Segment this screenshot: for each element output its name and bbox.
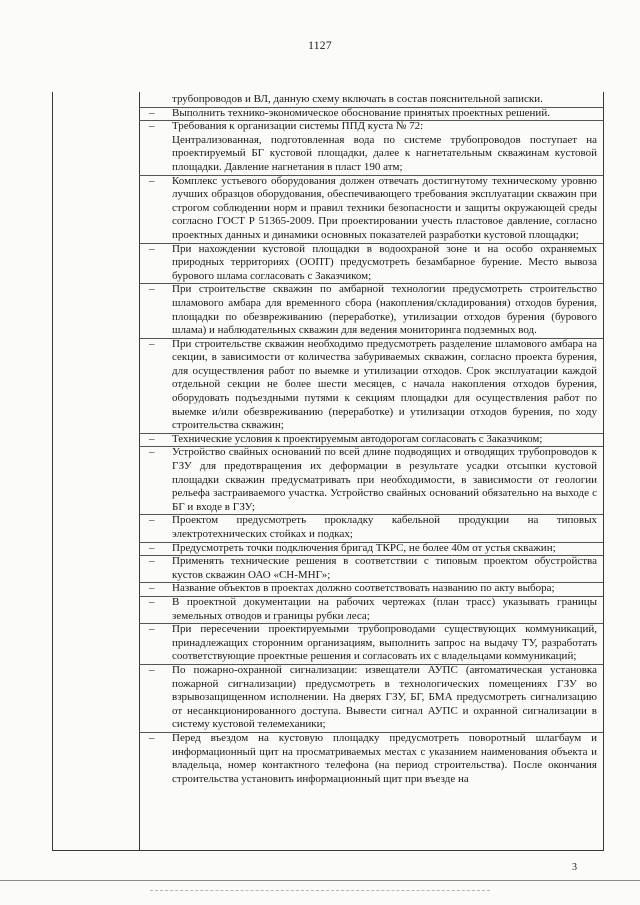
dash-marker: –: [149, 731, 155, 744]
dash-marker: –: [149, 623, 155, 636]
requirements-list: [145, 93, 597, 786]
row-separator: [139, 514, 603, 515]
dash-marker: –: [149, 595, 155, 608]
dash-marker: –: [149, 555, 155, 568]
list-item: [145, 283, 597, 337]
list-item: [145, 433, 597, 447]
row-separator: [139, 732, 603, 733]
list-item-text: При нахождении кустовой площадки в водоохраной зоне и на особо охраняемых природных территориях (ООПТ) предусмотреть безамбарное бурение. Место вывоза бурового шлама согласовать с Заказчиком;: [172, 242, 597, 282]
list-item: [145, 542, 597, 556]
row-separator: [139, 664, 603, 665]
list-item-text: Устройство свайных оснований по всей длине подводящих и отводящих трубопроводов к ГЗУ для предотвращения их деформации в результате усадки отсыпки кустовой площадки скважин предусматривать при необходимости, в зависимости от геологии рельефа застраиваемого участка. Устройство свайных оснований обязательно на выходе с БГ и входе в ГЗУ;: [172, 446, 597, 513]
list-item-text: При строительстве скважин необходимо предусмотреть разделение шламового амбара на секции, в зависимости от количества забуриваемых скважин, согласно проекта бурения, для осуществления работ по выемке и утилизации отходов. Срок эксплуатации каждой отдельной секции не более шести месяцев, с начала накопления отходов бурения, оборудовать подъездными путями к секциям площадки для осуществления работ по выемке и/или обезвреживанию (переработке) и утилизации отходов бурения, по ходу строительства скважин;: [172, 337, 597, 432]
dash-marker: –: [149, 514, 155, 527]
list-item-text: Название объектов в проектах должно соответствовать названию по акту выбора;: [172, 582, 555, 595]
list-item: [145, 107, 597, 121]
list-item: [145, 732, 597, 786]
row-separator: [139, 623, 603, 624]
row-separator: [139, 433, 603, 434]
list-item: [145, 623, 597, 664]
list-item: [145, 514, 597, 541]
row-separator: [139, 555, 603, 556]
list-item: [145, 338, 597, 433]
footer-rule: [0, 880, 640, 881]
dash-marker: –: [149, 106, 155, 119]
row-separator: [139, 446, 603, 447]
row-separator: [139, 243, 603, 244]
list-item: [145, 596, 597, 623]
list-item-text: Комплекс устьевого оборудования должен отвечать достигнутому техническому уровню лучших образцов оборудования, обеспечивающего требования эксплуатации скважин при строгом соблюдении норм и правил техники безопасности и защиты окружающей среды согласно ГОСТ Р 51365-2009. При проектировании учесть пластовое давление, согласно проектных данных и динамики основных показателей разработки кустовой площадки;: [172, 174, 597, 241]
list-item: [145, 120, 597, 134]
list-item-text: При пересечении проектируемыми трубопроводами существующих коммуникаций, принадлежащих сторонним организациям, выполнить запрос на выдачу ТУ, разработать соответствующие проектные решения и согласовать их с владельцами коммуникаций;: [172, 623, 597, 663]
list-item: [145, 93, 597, 107]
row-separator: [139, 283, 603, 284]
row-separator: [139, 596, 603, 597]
column-divider: [139, 92, 140, 850]
list-item: [145, 582, 597, 596]
dash-marker: –: [149, 283, 155, 296]
list-item-text: Требования к организации системы ППД куста № 72:: [172, 120, 424, 133]
dash-marker: –: [149, 337, 155, 350]
dash-marker: –: [149, 432, 155, 445]
list-item-text: При строительстве скважин по амбарной технологии предусмотреть строительство шламового амбара для временного сбора (накопления/складирования) отходов бурения, площадки по обезвреживанию (переработке), утилизации отходов бурения (бурового шлама) и наблюдательных скважин для ведения мониторинга подземных вод.: [172, 283, 597, 337]
list-item-text: Централизованная, подготовленная вода по системе трубопроводов поступает на проектируемый БГ кустовой площадки, далее к нагнетательным скважинам кустовой площадки. Давление нагнетания в пласт 190 атм;: [172, 133, 597, 173]
list-item-text: Выполнить технико-экономическое обоснование принятых проектных решений.: [172, 106, 550, 119]
list-item: [145, 664, 597, 732]
list-item-text: Предусмотреть точки подключения бригад ТКРС, не более 40м от устья скважин;: [172, 541, 556, 554]
dash-marker: –: [149, 446, 155, 459]
list-item: [145, 175, 597, 243]
dash-marker: –: [149, 541, 155, 554]
row-separator: [139, 120, 603, 121]
row-separator: [139, 582, 603, 583]
dash-marker: –: [149, 242, 155, 255]
row-separator: [139, 175, 603, 176]
row-separator: [139, 338, 603, 339]
list-item-text: В проектной документации на рабочих чертежах (план трасс) указывать границы земельных отводов и границы рубки леса;: [172, 595, 597, 622]
list-item: [145, 555, 597, 582]
list-item-text: Технические условия к проектируемым автодорогам согласовать с Заказчиком;: [172, 432, 543, 445]
list-item-text: Проектом предусмотреть прокладку кабельной продукции на типовых электротехнических стойках и подках;: [172, 514, 597, 540]
row-separator: [139, 107, 603, 108]
list-item: [145, 134, 597, 175]
dash-marker: –: [149, 174, 155, 187]
list-item-text: По пожарно-охранной сигнализации: извещатели АУПС (автоматическая установка пожарной сигнализации) предусмотреть в технологических помещениях ГЗУ во взрывозащищенном исполнении. На дверях ГЗУ, БГ, БМА предусмотреть сигнализацию от несанкционированного доступа. Вывести сигнал АУПС и охранной сигнализации в систему кустовой телемеханики;: [172, 663, 597, 731]
row-separator: [139, 542, 603, 543]
page-number-bottom: 3: [572, 862, 577, 873]
requirements-table: [52, 92, 604, 851]
dash-marker: –: [149, 120, 155, 133]
list-item-text: Перед въездом на кустовую площадку предусмотреть поворотный шлагбаум и информационный щит на просматриваемых местах с указанием наименования объекта и владельца, номер контактного телефона (на период строительства). После окончания строительства установить информационный щит при въезде на: [172, 731, 597, 785]
list-item-text: трубопроводов и ВЛ, данную схему включать в состав пояснительной записки.: [172, 93, 543, 105]
dash-marker: –: [149, 582, 155, 595]
dash-marker: –: [149, 663, 155, 676]
list-item: [145, 446, 597, 514]
page-number-top: 1127: [308, 40, 332, 52]
list-item-text: Применять технические решения в соответствии с типовым проектом обустройства кустов скважин ОАО «СН-МНГ»;: [172, 555, 597, 581]
footer-rule-dashed: [150, 890, 490, 891]
list-item: [145, 243, 597, 284]
